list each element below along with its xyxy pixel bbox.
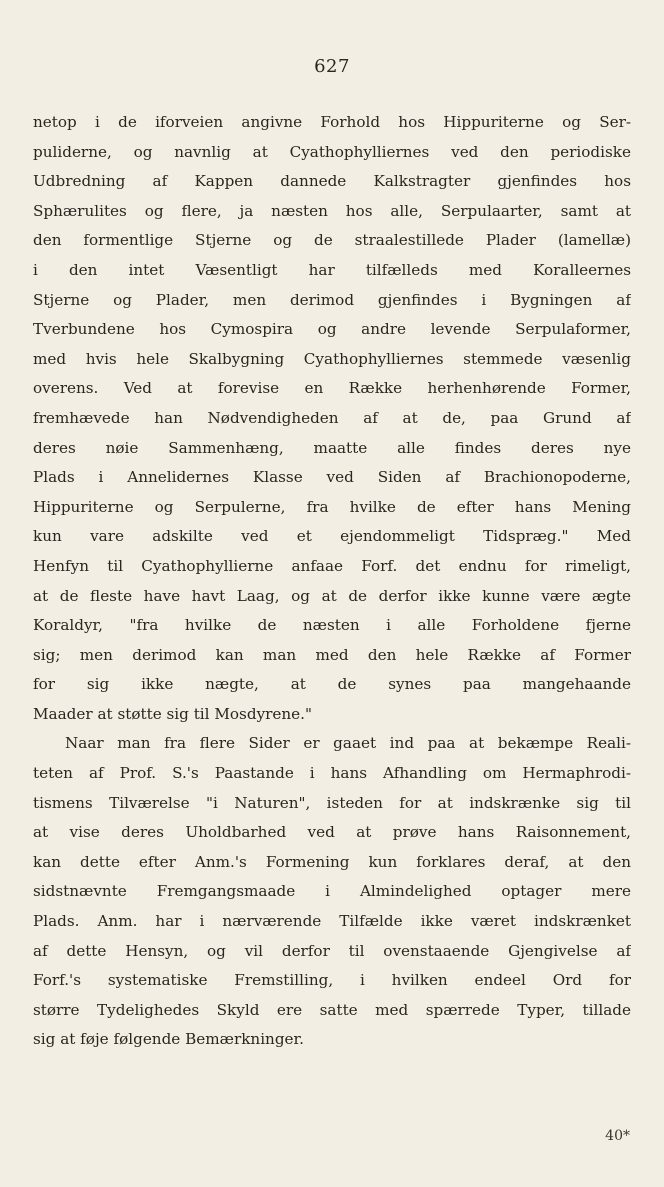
text-line: deres nøie Sammenhæng, maatte alle findes deres nye — [33, 438, 631, 457]
text-line: netop i de iforveien angivne Forhold hos Hippuriterne og Ser- — [33, 113, 631, 131]
text-line: den formentlige Stjerne og de straalestillede Plader (lamellæ) — [33, 231, 631, 250]
signature-mark: 40* — [605, 1128, 630, 1144]
body-text — [33, 108, 631, 1055]
text-line: sidstnævnte Fremgangsmaade i Almindelighed optager mere — [33, 882, 631, 901]
text-line: Forf.'s systematiske Fremstilling, i hvilken endeel Ord for — [33, 971, 631, 990]
text-line: Henfyn til Cyathophyllierne anfaae Forf. det endnu for rimeligt, — [33, 556, 631, 575]
text-line: i den intet Væsentligt har tilfælleds med Koralleernes — [33, 260, 631, 279]
text-line: teten af Prof. S.'s Paastande i hans Afhandling om Hermaphrodi- — [33, 764, 631, 783]
text-line: Hippuriterne og Serpulerne, fra hvilke de efter hans Mening — [33, 497, 631, 516]
text-line: tismens Tilværelse "i Naturen", isteden for at indskrænke sig til — [33, 793, 631, 812]
text-line: kun vare adskilte ved et ejendommeligt Tidspræg." Med — [33, 527, 631, 546]
text-line: at vise deres Uholdbarhed ved at prøve hans Raisonnement, — [33, 823, 631, 842]
text-line: for sig ikke nægte, at de synes paa mangehaande — [33, 675, 631, 694]
text-line: Udbredning af Kappen dannede Kalkstragter gjenfindes hos — [33, 172, 631, 191]
text-line: fremhævede han Nødvendigheden af at de, paa Grund af — [33, 408, 631, 427]
text-line: overens. Ved at forevise en Række herhenhørende Former, — [33, 379, 631, 398]
text-line: Tverbundene hos Cymospira og andre levende Serpulaformer, — [33, 320, 631, 339]
text-line: kan dette efter Anm.'s Formening kun forklares deraf, at den — [33, 852, 631, 871]
page-number: 627 — [314, 56, 350, 77]
text-line: at de fleste have havt Laag, og at de derfor ikke kunne være ægte — [33, 586, 631, 605]
text-line: Sphærulites og flere, ja næsten hos alle, Serpulaarter, samt at — [33, 201, 631, 220]
text-line: med hvis hele Skalbygning Cyathophylliernes stemmede væsenlig — [33, 349, 631, 368]
text-line: sig; men derimod kan man med den hele Række af Former — [33, 645, 631, 664]
paragraph-end-line: Maader at støtte sig til Mosdyrene." — [33, 704, 312, 723]
text-line: af dette Hensyn, og vil derfor til ovenstaaende Gjengivelse af — [33, 941, 631, 960]
paragraph-start-line: Naar man fra flere Sider er gaaet ind paa at bekæmpe Reali- — [65, 734, 631, 753]
text-line: større Tydelighedes Skyld ere satte med spærrede Typer, tillade — [33, 1000, 631, 1019]
text-line: puliderne, og navnlig at Cyathophylliernes ved den periodiske — [33, 142, 631, 161]
text-line: Stjerne og Plader, men derimod gjenfindes i Bygningen af — [33, 290, 631, 309]
text-line: Koraldyr, "fra hvilke de næsten i alle Forholdene fjerne — [33, 616, 631, 635]
paragraph-end-line: sig at føje følgende Bemærkninger. — [33, 1030, 304, 1049]
text-line: Plads i Annelidernes Klasse ved Siden af Brachionopoderne, — [33, 468, 631, 487]
text-line: Plads. Anm. har i nærværende Tilfælde ikke været indskrænket — [33, 912, 631, 931]
